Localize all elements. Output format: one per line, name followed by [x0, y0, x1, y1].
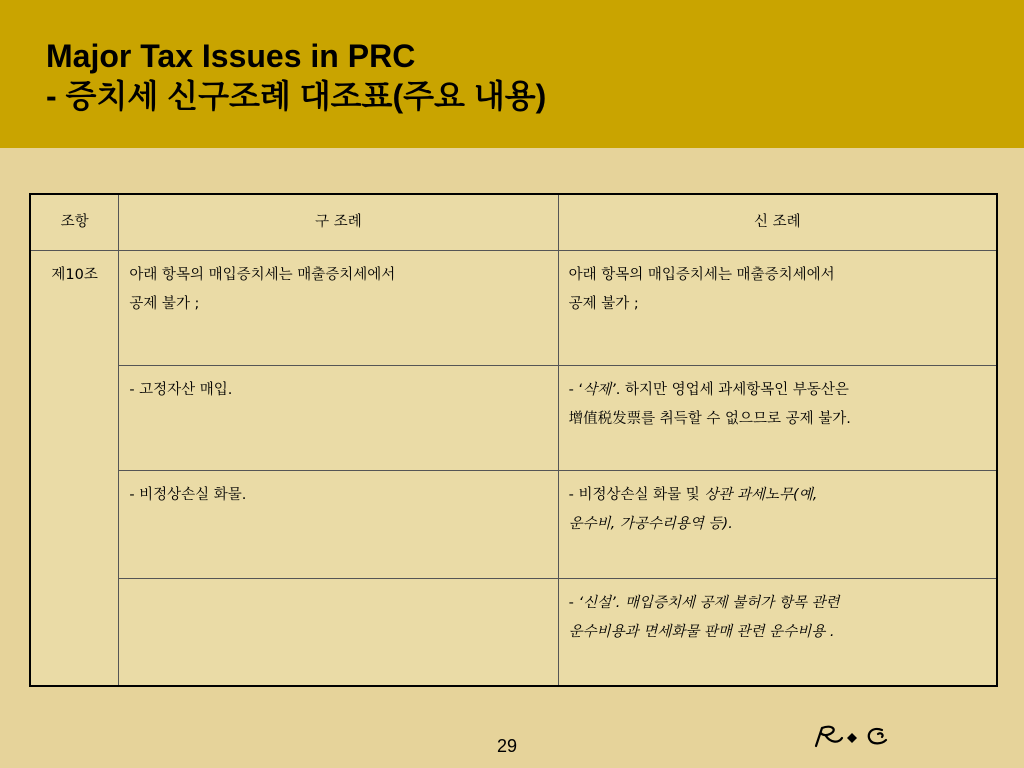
new-cell [558, 470, 997, 578]
new-text-italic: 삭제’ [583, 381, 616, 398]
new-text-line: 공제 불가 ; [568, 295, 639, 312]
new-text-plain: - 비정상손실 화물 및 [568, 486, 705, 503]
new-cell [558, 578, 997, 686]
old-cell: - 고정자산 매입. [119, 365, 558, 470]
table-row [30, 470, 997, 578]
new-text-prefix: - [568, 594, 579, 611]
new-text-rest: . 하지만 영업세 과세항목인 부동산은 [615, 381, 849, 398]
slide-title [46, 36, 546, 116]
old-text-line: 아래 항목의 매입증치세는 매출증치세에서 [129, 266, 396, 283]
old-cell [119, 250, 558, 365]
comparison-table-wrapper [29, 193, 998, 686]
new-text-prefix: - ‘ [568, 381, 584, 398]
table-header-row [30, 194, 997, 250]
header-old-regulation: 구 조례 [119, 194, 558, 250]
new-text-italic: 운수비용과 면세화물 판매 관련 운수비용 . [568, 623, 835, 640]
page-number: 29 [496, 736, 518, 756]
new-text-italic: 상관 과세노무(예, [704, 486, 818, 503]
table-row [30, 250, 997, 365]
new-text-italic: 운수비, 가공수리용역 등). [568, 515, 733, 532]
table-row [30, 578, 997, 686]
new-text-line: 아래 항목의 매입증치세는 매출증치세에서 [568, 266, 835, 283]
header-band [0, 0, 1024, 148]
comparison-table [29, 193, 998, 687]
title-line-1: Major Tax Issues in PRC [46, 38, 416, 74]
old-text-line: 공제 불가 ; [129, 295, 200, 312]
new-cell [558, 365, 997, 470]
header-article: 조항 [30, 194, 119, 250]
title-line-2: - 증치세 신구조례 대조표(주요 내용) [46, 78, 547, 114]
pwc-logo-icon [812, 722, 894, 748]
new-text-italic: ‘신설’. 매입증치세 공제 불허가 항목 관련 [578, 594, 840, 611]
new-cell [558, 250, 997, 365]
table-row [30, 365, 997, 470]
header-new-regulation: 신 조례 [558, 194, 997, 250]
old-cell: - 비정상손실 화물. [119, 470, 558, 578]
new-text-line: 增值税发票를 취득할 수 없으므로 공제 불가. [568, 410, 851, 427]
old-cell [119, 578, 558, 686]
article-cell: 제10조 [30, 250, 119, 686]
